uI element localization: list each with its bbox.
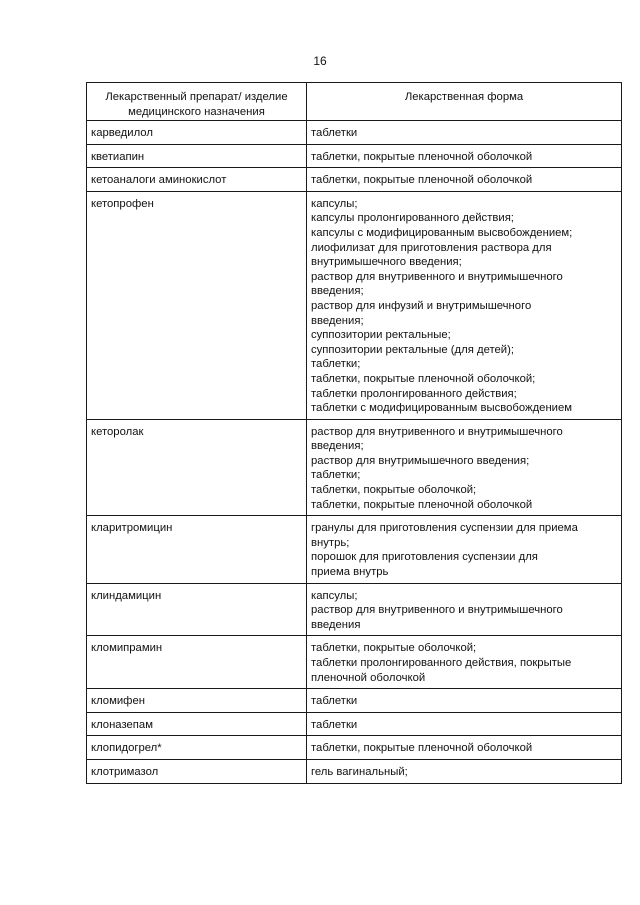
form-line: введения; [311, 314, 364, 327]
drug-forms [307, 121, 622, 145]
form-line: капсулы с модифицированным высвобождением; [311, 226, 573, 239]
form-line: таблетки пролонгированного действия; [311, 387, 517, 400]
form-line: капсулы; [311, 589, 358, 602]
form-line: таблетки пролонгированного действия, покрытые [311, 657, 572, 669]
header-drug: Лекарственный препарат/ изделие медицинского назначения [87, 83, 307, 121]
form-line: капсулы; [311, 197, 358, 210]
form-line: приема внутрь [311, 566, 389, 579]
form-line: лиофилизат для приготовления раствора для [311, 241, 552, 254]
form-line: таблетки, покрытые пленочной оболочкой [311, 498, 533, 511]
form-line: таблетки; [311, 358, 361, 371]
form-line: таблетки, покрытые пленочной оболочкой [311, 174, 533, 187]
form-line: порошок для приготовления суспензии для [311, 551, 538, 564]
table-row [87, 516, 622, 583]
table-row [87, 583, 622, 636]
form-line: внутрь; [311, 536, 350, 549]
form-line: таблетки; [311, 469, 361, 482]
drug-name: кларитромицин [87, 516, 307, 583]
form-line: раствор для инфузий и внутримышечного [311, 299, 532, 312]
table-row [87, 419, 622, 516]
drug-name: клопидогрел* [87, 736, 307, 760]
form-line: введения; [311, 285, 364, 298]
drug-forms [307, 191, 622, 419]
drug-forms [307, 759, 622, 783]
form-line: введения [311, 618, 361, 631]
table-row [87, 712, 622, 736]
form-line: таблетки с модифицированным высвобождением [311, 402, 573, 415]
header-form: Лекарственная форма [307, 83, 622, 121]
table-row [87, 191, 622, 419]
form-line: таблетки [311, 695, 358, 708]
form-line: таблетки [311, 127, 358, 139]
drug-forms [307, 144, 622, 168]
form-line: таблетки, покрытые пленочной оболочкой [311, 742, 533, 755]
table-body [87, 121, 622, 784]
table-row [87, 144, 622, 168]
table-row [87, 759, 622, 783]
drug-table [86, 82, 622, 784]
drug-name: кломифен [87, 689, 307, 713]
drug-forms [307, 419, 622, 516]
header-row [87, 83, 622, 121]
form-line: введения; [311, 440, 364, 453]
drug-name: клоназепам [87, 712, 307, 736]
form-line: раствор для внутримышечного введения; [311, 454, 530, 467]
drug-name: клотримазол [87, 759, 307, 783]
table-row [87, 121, 622, 145]
drug-forms [307, 712, 622, 736]
form-line: гель вагинальный; [311, 765, 408, 778]
drug-name: клиндамицин [87, 583, 307, 636]
form-line: суппозитории ректальные (для детей); [311, 343, 515, 356]
drug-forms [307, 636, 622, 689]
form-line: таблетки, покрытые оболочкой; [311, 484, 477, 497]
drug-forms [307, 689, 622, 713]
drug-name: кеторолак [87, 419, 307, 516]
form-line: таблетки, покрытые оболочкой; [311, 642, 477, 655]
table-row [87, 168, 622, 192]
form-line: раствор для внутривенного и внутримышечного [311, 270, 563, 283]
drug-name: кломипрамин [87, 636, 307, 689]
table-row [87, 636, 622, 689]
form-line: внутримышечного введения; [311, 256, 462, 269]
form-line: раствор для внутривенного и внутримышечного [311, 425, 563, 438]
form-line: раствор для внутривенного и внутримышечного [311, 604, 563, 617]
form-line: таблетки, покрытые пленочной оболочкой [311, 150, 533, 163]
form-line: гранулы для приготовления суспензии для приема [311, 522, 578, 535]
form-line: капсулы пролонгированного действия; [311, 212, 514, 225]
table-row [87, 689, 622, 713]
table-row [87, 736, 622, 760]
drug-name: карведилол [87, 121, 307, 145]
drug-forms [307, 168, 622, 192]
table-header [87, 83, 622, 121]
drug-forms [307, 516, 622, 583]
form-line: таблетки [311, 718, 358, 731]
drug-name: кветиапин [87, 144, 307, 168]
form-line: таблетки, покрытые пленочной оболочкой; [311, 372, 536, 385]
form-line: пленочной оболочкой [311, 671, 426, 684]
drug-name: кетопрофен [87, 191, 307, 419]
form-line: суппозитории ректальные; [311, 329, 451, 342]
drug-name: кетоаналоги аминокислот [87, 168, 307, 192]
page-number: 16 [313, 54, 327, 68]
drug-forms [307, 583, 622, 636]
drug-forms [307, 736, 622, 760]
